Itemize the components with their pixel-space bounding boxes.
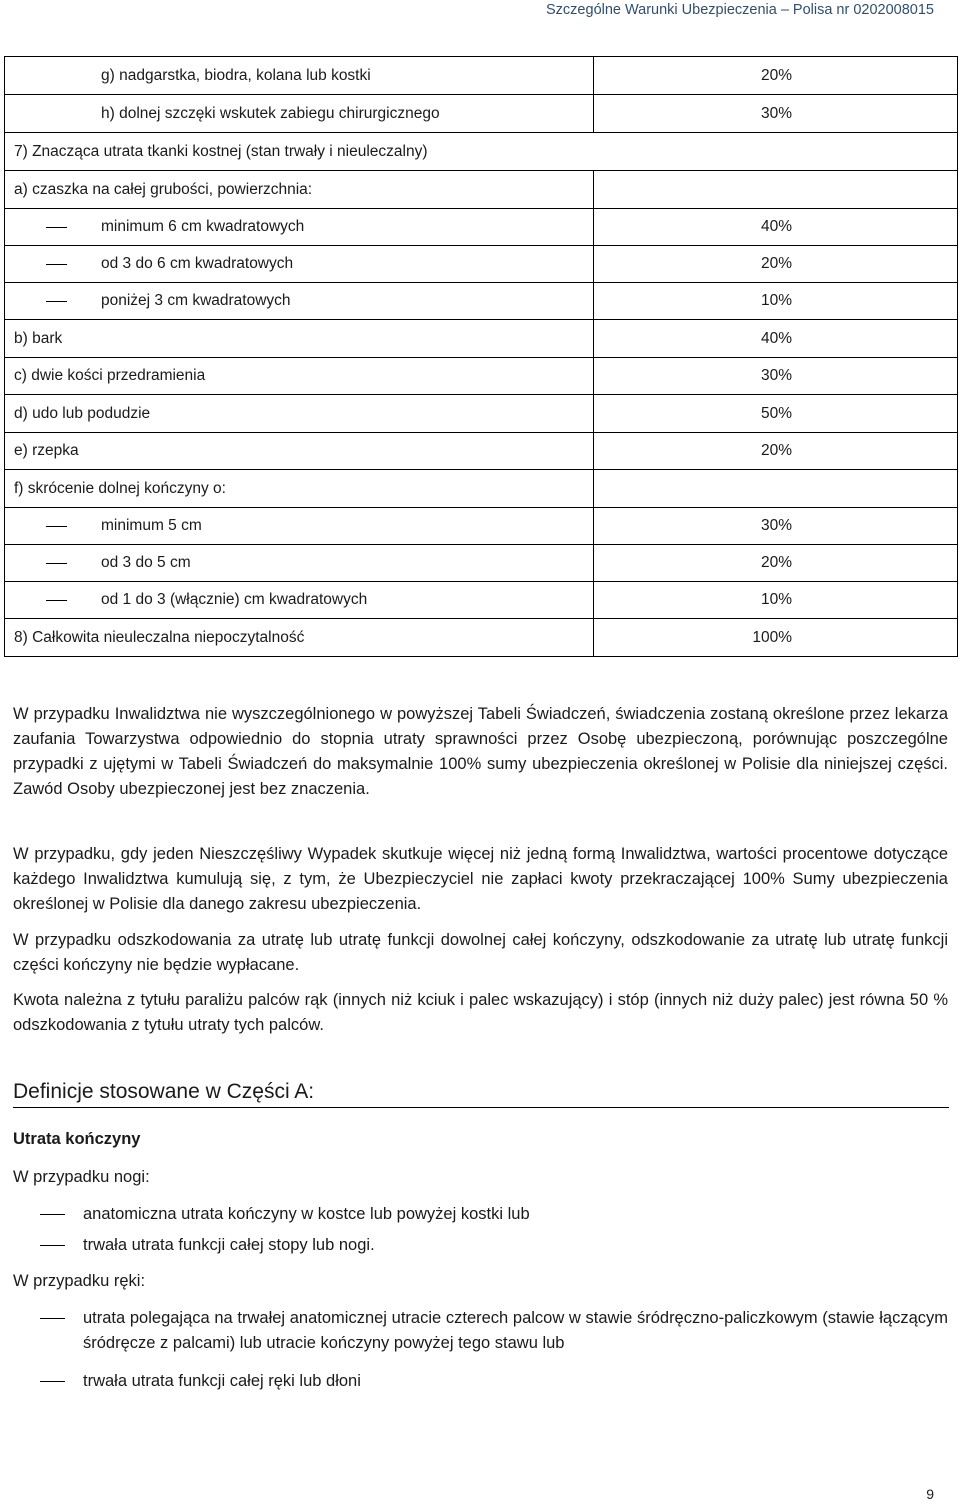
percentage-value: 40% — [760, 329, 792, 347]
row-label: b) bark — [5, 320, 594, 358]
percentage-value: 20% — [760, 554, 792, 571]
hand-heading: W przypadku ręki: — [13, 1272, 146, 1290]
table-row — [5, 619, 958, 657]
percentage-value: 20% — [760, 255, 792, 272]
row-label: od 3 do 6 cm kwadratowych — [5, 246, 594, 283]
section-title: Definicje stosowane w Części A: — [13, 1077, 949, 1108]
percentage-value: 30% — [760, 104, 792, 122]
page-number: 9 — [926, 1486, 934, 1502]
paragraph-paralysis — [13, 988, 948, 1038]
row-label: e) rzepka — [5, 433, 594, 470]
row-percentage — [594, 283, 958, 320]
percentage-value: 50% — [760, 404, 792, 422]
row-label: c) dwie kości przedramienia — [5, 358, 594, 395]
row-percentage — [594, 395, 958, 433]
leg-heading: W przypadku nogi: — [13, 1168, 150, 1186]
table-row — [5, 246, 958, 283]
row-label: a) czaszka na całej grubości, powierzchnia: — [5, 171, 594, 209]
table-row — [5, 545, 958, 582]
row-label: 7) Znacząca utrata tkanki kostnej (stan trwały i nieuleczalny) — [5, 133, 958, 171]
percentage-value: 10% — [760, 591, 792, 608]
dash-bullet — [40, 1381, 65, 1382]
row-percentage — [594, 508, 958, 545]
document-header: Szczególne Warunki Ubezpieczenia – Polisa nr 0202008015 — [546, 2, 934, 18]
table-row — [5, 133, 958, 171]
row-label: 8) Całkowita nieuleczalna niepoczytalność — [5, 619, 594, 657]
table-row — [5, 358, 958, 395]
row-percentage — [594, 545, 958, 582]
row-label: minimum 6 cm kwadratowych — [5, 209, 594, 246]
table-row — [5, 57, 958, 95]
table-row — [5, 582, 958, 619]
percentage-value: 40% — [760, 218, 792, 235]
list-item: anatomiczna utrata kończyny w kostce lub powyżej kostki lub — [83, 1205, 530, 1223]
definition-term: Utrata kończyny — [13, 1130, 141, 1148]
row-label: f) skrócenie dolnej kończyny o: — [5, 470, 594, 508]
row-label: minimum 5 cm — [5, 508, 594, 545]
list-item: trwała utrata funkcji całej ręki lub dłoni — [83, 1372, 361, 1390]
percentage-value: 20% — [760, 442, 792, 459]
table-row — [5, 283, 958, 320]
row-percentage — [594, 582, 958, 619]
percentage-value: 30% — [760, 367, 792, 384]
row-label: h) dolnej szczęki wskutek zabiegu chirurgicznego — [5, 95, 594, 133]
list-item: utrata polegająca na trwałej anatomicznej utracie czterech palcow w stawie śródręczno-paliczkowym (stawie łączącym śródręcze z palcami) lub utracie kończyny powyżej tego stawu lub — [83, 1309, 948, 1352]
percentage-value: 100% — [752, 628, 792, 646]
paragraph-text: Kwota należna z tytułu paraliżu palców rąk (innych niż kciuk i palec wskazujący) i stóp (innych niż duży palec) jest równa 50 % odszkodowania z tytułu utraty tych palców. — [13, 991, 948, 1034]
paragraph-multiple-disabilities — [13, 842, 948, 917]
row-label: g) nadgarstka, biodra, kolana lub kostki — [5, 57, 594, 95]
paragraph-text: W przypadku odszkodowania za utratę lub utratę funkcji dowolnej całej kończyny, odszkodowanie za utratę lub utratę funkcji części kończyny nie będzie wypłacane. — [13, 931, 948, 974]
row-percentage — [594, 246, 958, 283]
table-row — [5, 508, 958, 545]
percentage-value: 20% — [760, 66, 792, 84]
table-row — [5, 470, 958, 508]
dash-bullet — [40, 1318, 65, 1319]
row-percentage — [594, 95, 958, 133]
table-row — [5, 171, 958, 209]
percentage-value: 30% — [760, 517, 792, 534]
row-label: od 3 do 5 cm — [5, 545, 594, 582]
row-percentage — [594, 433, 958, 470]
row-percentage — [594, 171, 958, 209]
row-percentage — [594, 619, 958, 657]
dash-bullet — [40, 1214, 65, 1215]
benefits-table — [4, 56, 958, 657]
list-item: trwała utrata funkcji całej stopy lub nogi. — [83, 1236, 375, 1254]
row-percentage — [594, 470, 958, 508]
table-row — [5, 433, 958, 470]
row-label: od 1 do 3 (włącznie) cm kwadratowych — [5, 582, 594, 619]
row-label: poniżej 3 cm kwadratowych — [5, 283, 594, 320]
table-row — [5, 320, 958, 358]
row-percentage — [594, 320, 958, 358]
paragraph-unlisted-disability — [13, 702, 948, 802]
table-row — [5, 209, 958, 246]
row-label: d) udo lub podudzie — [5, 395, 594, 433]
row-percentage — [594, 57, 958, 95]
row-percentage — [594, 358, 958, 395]
row-percentage — [594, 209, 958, 246]
table-row — [5, 395, 958, 433]
percentage-value: 10% — [760, 292, 792, 309]
paragraph-text: W przypadku, gdy jeden Nieszczęśliwy Wypadek skutkuje więcej niż jedną formą Inwalidztwa, wartości procentowe dotyczące każdego Inwalidztwa kumulują się, z tym, że Ubezpieczyciel nie zapłaci kwoty przekraczającej 100% Sumy ubezpieczenia określonej w Polisie dla danego zakresu ubezpieczenia. — [13, 845, 948, 913]
paragraph-text: W przypadku Inwalidztwa nie wyszczególnionego w powyższej Tabeli Świadczeń, świadczenia zostaną określone przez lekarza zaufania Towarzystwa odpowiednio do stopnia utraty sprawności przez Osobę ubezpieczoną, porównując poszczególne przypadki z ujętymi w Tabeli Świadczeń do maksymalnie 100% sumy ubezpieczenia określonej w Polisie dla niniejszej części. Zawód Osoby ubezpieczonej jest bez znaczenia. — [13, 705, 948, 798]
paragraph-limb-loss — [13, 928, 948, 978]
table-row — [5, 95, 958, 133]
dash-bullet — [40, 1245, 65, 1246]
